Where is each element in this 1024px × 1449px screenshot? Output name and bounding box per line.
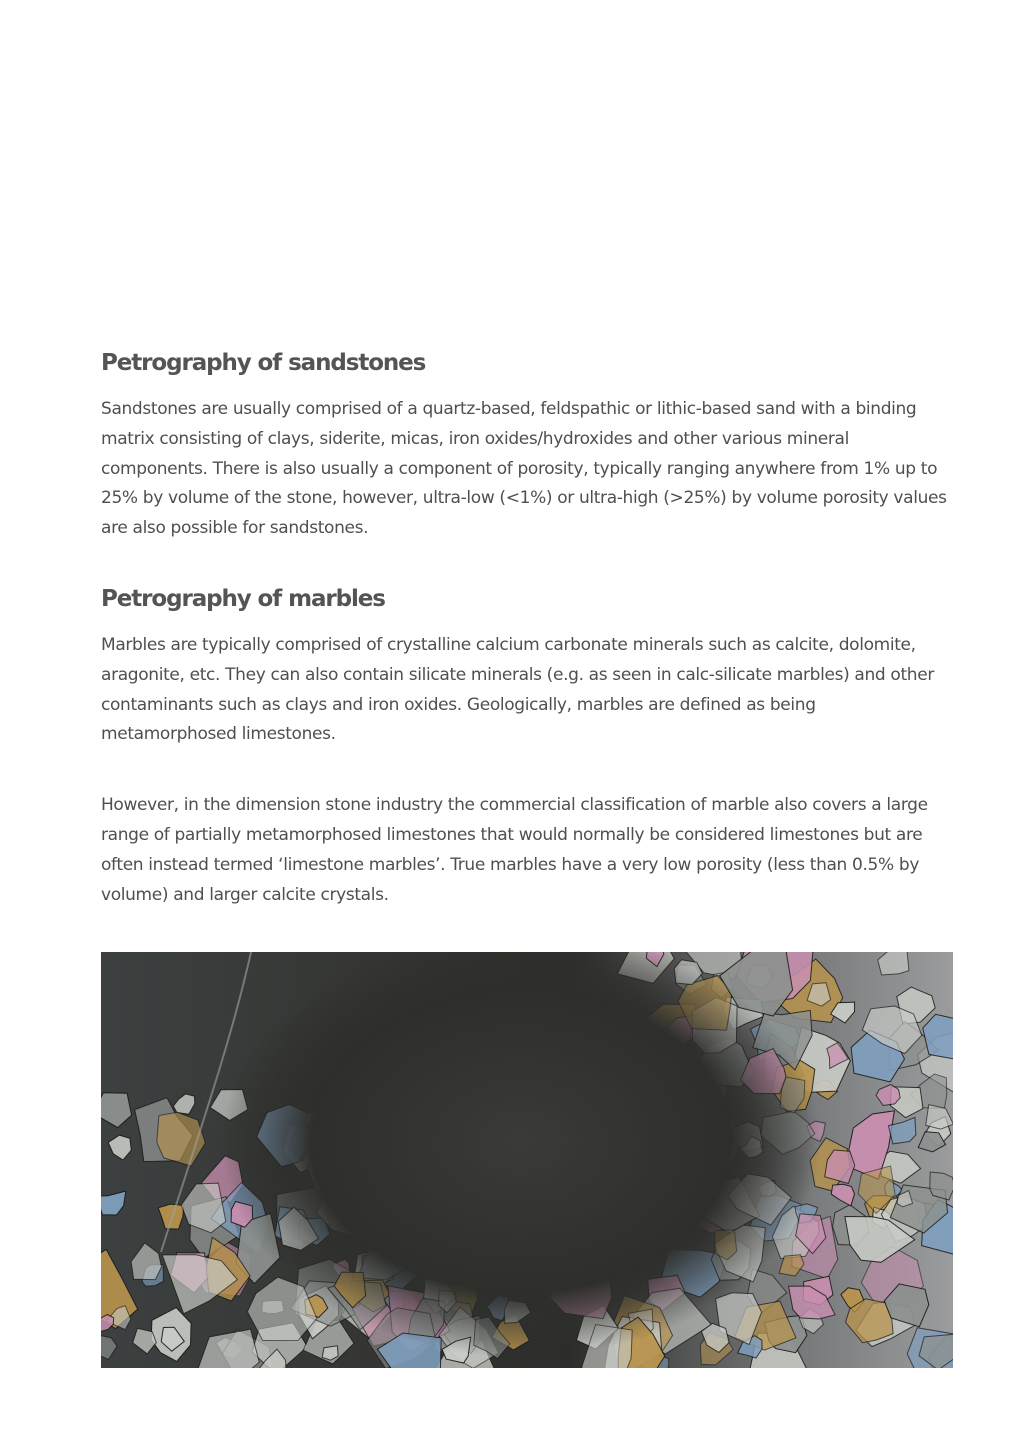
paragraph-marbles-commercial: However, in the dimension stone industry the commercial classification of marble also covers a large range of partially metamorphosed limestones that would normally be considered limestones but are often instead termed ‘limestone marbles’. True marbles have a very low porosity (less than 0.5% by volume) and larger calcite crystals. [101, 795, 928, 905]
section-heading-sandstones: Petrography of sandstones [101, 350, 426, 376]
grain-texture [101, 952, 953, 1368]
marble-micrograph-image [101, 952, 953, 1368]
article-body [101, 346, 953, 1368]
paragraph-sandstones: Sandstones are usually comprised of a quartz-based, feldspathic or lithic-based sand with a binding matrix consisting of clays, siderite, micas, iron oxides/hydroxides and other various mineral components. There is also usually a component of porosity, typically ranging anywhere from 1% up to 25% by volume of the stone, however, ultra-low (<1%) or ultra-high (>25%) by volume porosity values are also possible for sandstones. [101, 399, 947, 539]
paragraph-marbles-definition: Marbles are typically comprised of crystalline calcium carbonate minerals such as calcite, dolomite, aragonite, etc. They can also contain silicate minerals (e.g. as seen in calc-silicate marbles) and other contaminants such as clays and iron oxides. Geologically, marbles are defined as being metamorphosed limestones. [101, 634, 934, 745]
section-heading-marbles: Petrography of marbles [101, 585, 385, 612]
micrograph-drawing [101, 952, 953, 1368]
